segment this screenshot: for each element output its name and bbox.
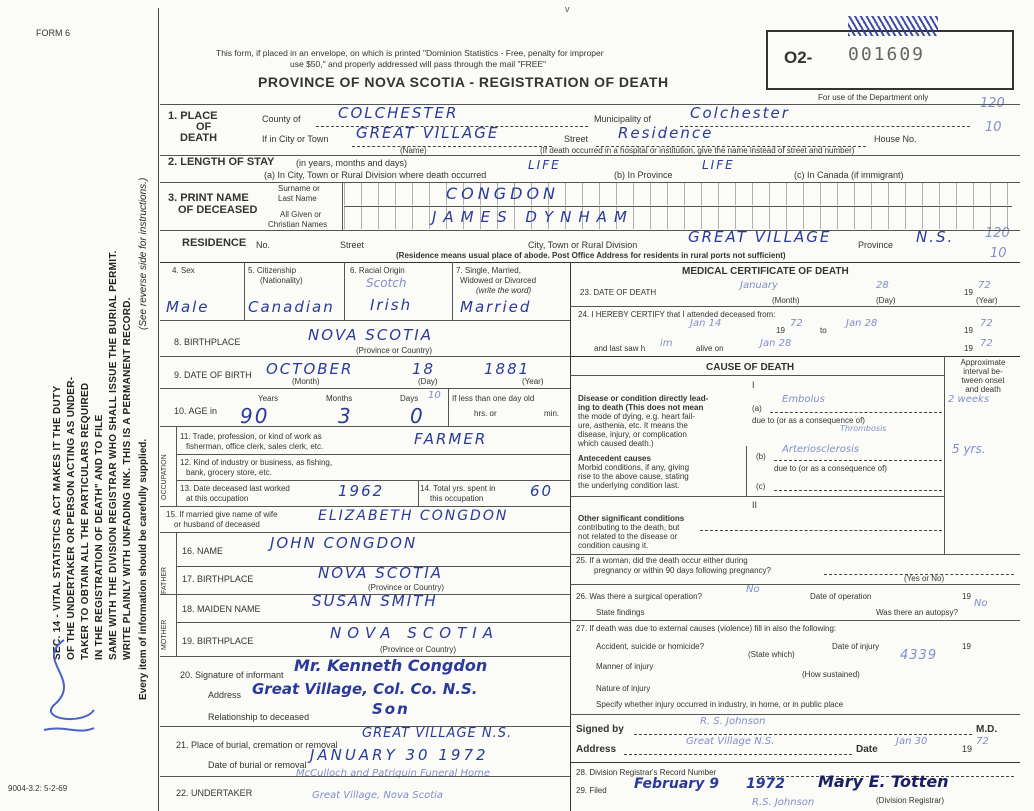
residence-province-label: Province: [858, 240, 894, 250]
occupation-side-label: OCCUPATION: [161, 454, 168, 500]
burial-place-label: 21. Place of burial, cremation or removal: [176, 740, 338, 750]
surname-grid: [344, 183, 1012, 205]
side-code-2: 10: [985, 120, 1002, 135]
interval-2: interval be-: [963, 367, 1003, 376]
residence-city-label: City, Town or Rural Division: [528, 240, 638, 250]
street-label: Street: [564, 134, 589, 144]
op-19: 19: [962, 592, 971, 601]
attend-from-19: 19: [776, 326, 785, 335]
residence-note: (Residence means usual place of abode. Post Office Address for residents in rural ports not sufficient): [396, 251, 786, 260]
last-worked-value: 1962: [338, 482, 385, 500]
rule-5: [160, 262, 1020, 263]
given-label-2: Christian Names: [268, 220, 328, 229]
mother-side-line: [176, 594, 177, 656]
cause-a-interval: 2 weeks: [948, 394, 990, 405]
filed-date: February 9: [634, 776, 719, 792]
death-date-label: 23. DATE OF DEATH: [580, 288, 657, 297]
other-label-3: not related to the disease or: [578, 532, 678, 541]
clerk-initial-mark: [24, 630, 104, 740]
occ-divider: [418, 480, 419, 506]
how-sustained-note: (How sustained): [802, 670, 860, 679]
total-years-label-2: this occupation: [430, 494, 484, 503]
last-worked-label-2: at this occupation: [186, 494, 249, 503]
cause-a-due-to: due to (or as a consequence of): [752, 416, 865, 425]
birthplace-label: 8. BIRTHPLACE: [174, 337, 241, 347]
name-divider: [342, 182, 343, 230]
stay-c-label: (c) In Canada (if immigrant): [794, 170, 904, 180]
cause-b-due-to: due to (or as a consequence of): [774, 464, 887, 473]
burial-date-value: JANUARY 30 1972: [310, 746, 489, 764]
state-which-note: (State which): [748, 650, 795, 659]
mother-maiden-value: SUSAN SMITH: [312, 592, 438, 610]
rule-sign: [570, 714, 1020, 715]
rule-12: [176, 454, 570, 455]
name-note: (Name): [400, 146, 427, 155]
dob-month-note: (Month): [292, 377, 320, 386]
dob-year: 1881: [484, 360, 531, 378]
address-line: [624, 754, 852, 755]
birthplace-value: NOVA SCOTIA: [308, 326, 433, 344]
citizenship-label: 5. Citizenship: [248, 266, 297, 275]
cause-b-value: Arteriosclerosis: [782, 444, 860, 455]
rule-cause-sub: [570, 375, 944, 376]
undertaker-label: 22. UNDERTAKER: [176, 788, 253, 798]
stay-a-label: (a) In City, Town or Rural Division where death occurred: [264, 170, 487, 180]
rule-cause: [570, 356, 1020, 357]
residence-province-value: N.S.: [916, 228, 955, 246]
cause-b-interval: 5 yrs.: [952, 442, 986, 456]
death-day: 28: [876, 280, 889, 291]
print-name-label-2: OF DECEASED: [178, 204, 258, 216]
sex-label: 4. Sex: [172, 266, 195, 275]
scribble-mark: [848, 16, 938, 36]
age-months-label: Months: [326, 394, 353, 403]
q25-label-1: 25. If a woman, did the death occur either during: [576, 556, 748, 565]
citizenship-note: (Nationality): [260, 276, 303, 285]
marital-label-3: (write the word): [476, 286, 532, 295]
father-name-value: JOHN CONGDON: [270, 534, 418, 552]
attend-to-19: 19: [964, 326, 973, 335]
signed-line: [634, 734, 972, 735]
form-title: PROVINCE OF NOVA SCOTIA - REGISTRATION OF DEATH: [258, 74, 669, 90]
trade-label-1: 11. Trade, profession, or kind of work as: [180, 432, 322, 441]
occ-side-line: [176, 426, 177, 506]
age-days-label: Days: [400, 394, 419, 403]
industry-label-1: 12. Kind of industry or business, as fishing,: [180, 458, 333, 467]
racial-value-2: Irish: [370, 296, 413, 314]
certify-label: 24. I HEREBY CERTIFY that I attended deceased from:: [578, 310, 776, 319]
rule-19: [176, 622, 570, 623]
name-midline: [344, 206, 1012, 207]
registration-box: [766, 30, 1014, 90]
other-line: [700, 530, 942, 531]
dob-month: OCTOBER: [266, 360, 354, 378]
death-year-prefix: 19: [964, 288, 973, 297]
attend-to-year: 72: [980, 318, 993, 329]
record-number-label: 28. Division Registrar's Record Number: [576, 768, 717, 777]
reg-prefix: O2-: [784, 48, 813, 67]
rule-13: [176, 480, 570, 481]
mother-birthplace-note: (Province or Country): [380, 645, 457, 654]
municipality-line: [680, 126, 970, 127]
rule-part2: [570, 496, 944, 497]
lt-day-hrs: hrs. or: [474, 409, 497, 418]
stay-label: 2. LENGTH OF STAY: [168, 156, 275, 168]
interval-divider: [944, 356, 945, 554]
dept-use-note: For use of the Department only: [818, 93, 929, 102]
doctor-date-label: Date: [856, 744, 878, 755]
county-label: County of: [262, 114, 301, 124]
residence-label: RESIDENCE: [182, 237, 247, 249]
death-year-note: (Year): [976, 296, 998, 305]
q25-line: [824, 574, 1014, 575]
father-birthplace-note: (Province or Country): [368, 583, 445, 592]
envelope-note-2: use $50," and properly addressed will pass through the mail "FREE": [290, 59, 547, 69]
cause-a-note: Thrombosis: [840, 424, 887, 433]
center-divider: [570, 262, 571, 811]
cause-title: CAUSE OF DEATH: [706, 362, 795, 373]
relationship-value: Son: [372, 700, 410, 718]
rule-9: [160, 356, 570, 357]
informant-address-label: Address: [208, 690, 242, 700]
medical-title: MEDICAL CERTIFICATE OF DEATH: [682, 266, 849, 277]
residence-city-value: GREAT VILLAGE: [688, 228, 832, 246]
trade-label-2: fisherman, office clerk, sales clerk, etc.: [186, 442, 324, 451]
burial-date-label: Date of burial or removal: [208, 760, 307, 770]
given-names-value: JAMES DYNHAM: [432, 208, 634, 226]
street-line: [596, 146, 866, 147]
industry-label-2: bank, grocery store, etc.: [186, 468, 272, 477]
top-mark: v: [565, 4, 570, 14]
cause-c-line: [774, 490, 942, 491]
lt-day-label: If less than one day old: [452, 394, 535, 403]
antecedent-label: Antecedent causes: [578, 454, 651, 463]
antecedent-3: the underlying condition last.: [578, 481, 680, 490]
cause-a-value: Embolus: [782, 394, 825, 405]
initials-note: R.S. Johnson: [752, 797, 815, 808]
rule-28: [570, 762, 1020, 763]
dob-label: 9. DATE OF BIRTH: [174, 370, 252, 380]
mother-birthplace-label: 19. BIRTHPLACE: [182, 636, 254, 646]
age-days-value: 0: [410, 404, 425, 428]
cause-b-line: [774, 460, 942, 461]
disease-label-4: ure, asthenia, etc. It means the: [578, 421, 688, 430]
burial-place-value: GREAT VILLAGE N.S.: [362, 726, 513, 741]
code-mark: 4339: [900, 648, 938, 663]
div-4-5: [244, 262, 245, 320]
total-years-label-1: 14. Total yrs. spent in: [420, 484, 496, 493]
registrar-signature: Mary E. Totten: [818, 772, 949, 791]
given-label-1: All Given or: [280, 210, 322, 219]
side-text-8: (See reverse side for instructions.): [138, 177, 149, 330]
rule-27: [570, 620, 1020, 621]
age-years-value: 90: [240, 404, 270, 428]
other-label-1: Other significant conditions: [578, 514, 685, 523]
cause-b-label: (b): [756, 452, 766, 461]
surname-label-1: Surname or: [278, 184, 320, 193]
div-5-6: [344, 262, 345, 320]
relationship-label: Relationship to deceased: [208, 712, 310, 722]
interval-4: and death: [965, 385, 1001, 394]
side-text-4: IN THE REGISTRATION OF DEATH" AND TO FILE: [94, 414, 105, 660]
stay-a-value: LIFE: [528, 158, 561, 172]
accident-label: Accident, suicide or homicide?: [596, 642, 705, 651]
hospital-note: (If death occurred in a hospital or institution, give the name instead of street and number): [540, 146, 855, 155]
interval-1: Approximate: [960, 358, 1006, 367]
city-line: [352, 146, 552, 147]
rule-4: [160, 230, 1020, 231]
city-label: If in City or Town: [262, 134, 329, 144]
undertaker-line-2: Great Village, Nova Scotia: [312, 790, 444, 801]
rule-15: [160, 506, 570, 507]
signed-by-label: Signed by: [576, 724, 624, 735]
cause-bracket: [746, 446, 747, 496]
informant-address: Great Village, Col. Co. N.S.: [252, 680, 478, 698]
autopsy-value: No: [974, 598, 988, 609]
total-years-value: 60: [530, 482, 554, 500]
side-text-3: TAKER TO OBTAIN ALL THE PARTICULARS REQUIRED: [80, 382, 91, 660]
father-side-line: [176, 532, 177, 602]
trade-value: FARMER: [414, 430, 488, 448]
side-code-4: 10: [990, 246, 1007, 261]
residence-no-label: No.: [256, 240, 271, 250]
dob-year-note: (Year): [522, 377, 544, 386]
form-number: FORM 6: [36, 28, 71, 38]
cause-a-line: [770, 412, 942, 413]
md-label: M.D.: [976, 724, 998, 735]
mother-maiden-label: 18. MAIDEN NAME: [182, 604, 261, 614]
q27-label: 27. If death was due to external causes (violence) fill in also the following:: [576, 624, 837, 633]
lt-day-min: min.: [544, 409, 560, 418]
racial-label: 6. Racial Origin: [350, 266, 405, 275]
mother-side-label: MOTHER: [161, 619, 168, 650]
surname-label-2: Last Name: [278, 194, 317, 203]
disease-label-6: which caused death.): [578, 439, 654, 448]
place-label-3: DEATH: [180, 132, 218, 144]
div-6-7: [452, 262, 453, 320]
racial-value-1: Scotch: [366, 276, 407, 290]
last-worked-label-1: 13. Date deceased last worked: [180, 484, 290, 493]
date-of-operation: Date of operation: [810, 592, 872, 601]
envelope-note-1: This form, if placed in an envelope, on which is printed "Dominion Statistics - Free, penalty for improper: [216, 48, 604, 58]
injury-19: 19: [962, 642, 971, 651]
rule-top: [160, 104, 1020, 105]
interval-3: tween onset: [961, 376, 1005, 385]
last-saw-19: 19: [964, 344, 973, 353]
left-margin-line: [158, 8, 159, 811]
rule-10: [160, 388, 570, 389]
side-text-7: Every item of information should be carefully supplied.: [138, 438, 149, 700]
state-findings: State findings: [596, 608, 645, 617]
alive-on-label: alive on: [696, 344, 724, 353]
age-months-value: 3: [338, 404, 353, 428]
stay-b-value: LIFE: [702, 158, 735, 172]
surname-value: CONGDON: [446, 184, 560, 203]
place-label-2: OF: [196, 121, 212, 133]
side-text-6: WRITE PLAINLY WITH UNFADING INK. THIS IS A PERMANENT RECORD.: [122, 297, 133, 660]
attend-to-date: Jan 28: [846, 318, 878, 329]
disease-label-5: disease, injury, or complication: [578, 430, 687, 439]
last-saw-year: 72: [980, 338, 993, 349]
side-text-1: SEC. 14 - VITAL STATISTICS ACT MAKES IT THE DUTY: [52, 385, 63, 660]
rule-26: [570, 584, 1020, 585]
mother-birthplace-value: NOVA SCOTIA: [330, 624, 499, 642]
rule-16: [160, 532, 570, 533]
stay-label-note: (in years, months and days): [296, 158, 408, 168]
father-birthplace-value: NOVA SCOTIA: [318, 564, 443, 582]
age-label: 10. AGE in: [174, 406, 218, 416]
citizenship-value: Canadian: [248, 298, 335, 316]
county-value: COLCHESTER: [338, 104, 459, 122]
cause-a-label: (a): [752, 404, 762, 413]
age-years-label: Years: [258, 394, 279, 403]
filed-year: 1972: [746, 776, 785, 792]
attend-from-year: 72: [790, 318, 803, 329]
part-one: I: [752, 380, 755, 390]
rule-25: [570, 554, 1020, 555]
dob-day: 18: [412, 360, 436, 378]
city-value: GREAT VILLAGE: [356, 124, 500, 142]
spouse-value: ELIZABETH CONGDON: [318, 508, 509, 524]
rule-11: [160, 426, 570, 427]
rule-24: [570, 306, 1020, 307]
marital-label-2: Widowed or Divorced: [460, 276, 537, 285]
municipality-value: Colchester: [690, 104, 790, 122]
doctor-date-19: 19: [962, 744, 973, 754]
marital-value: Married: [460, 298, 532, 316]
signed-by-value: R. S. Johnson: [700, 716, 766, 727]
marital-label-1: 7. Single, Married,: [456, 266, 521, 275]
informant-signature: Mr. Kenneth Congdon: [294, 656, 488, 675]
father-side-label: FATHER: [161, 566, 168, 594]
house-label: House No.: [874, 134, 917, 144]
side-code-1: 120: [980, 96, 1005, 111]
yes-no-note: (Yes or No): [904, 574, 945, 583]
county-line: [316, 126, 588, 127]
disease-label-3: the mode of dying, e.g. heart fail-: [578, 412, 695, 421]
informant-signature-label: 20. Signature of informant: [180, 670, 284, 680]
death-day-note: (Day): [876, 296, 896, 305]
doctor-address-value: Great Village N.S.: [686, 736, 775, 747]
last-saw-label: and last saw h: [594, 344, 646, 353]
spouse-label-2: or husband of deceased: [174, 520, 260, 529]
doctor-date-value: Jan 30: [896, 736, 928, 747]
registration-number: 001609: [848, 44, 926, 65]
part-two: II: [752, 500, 758, 510]
registrar-note: (Division Registrar): [876, 796, 945, 805]
stay-b-label: (b) In Province: [614, 170, 673, 180]
death-month-note: (Month): [772, 296, 800, 305]
q26-value: No: [746, 584, 760, 595]
attend-from-date: Jan 14: [690, 318, 722, 329]
birthplace-note: (Province or Country): [356, 346, 433, 355]
nature-label: Nature of injury: [596, 684, 651, 693]
doctor-address-label: Address: [576, 744, 617, 755]
side-code-3: 120: [985, 226, 1010, 241]
rule-2: [160, 155, 1020, 156]
attend-to-label: to: [820, 326, 827, 335]
specify-label: Specify whether injury occurred in industry, in home, or in public place: [596, 700, 844, 709]
sex-value: Male: [166, 298, 210, 316]
dob-day-note: (Day): [418, 377, 438, 386]
disease-label-1: Disease or condition directly lead-: [578, 394, 709, 403]
manner-label: Manner of injury: [596, 662, 654, 671]
father-name-label: 16. NAME: [182, 546, 224, 556]
disease-label-2: ing to death (This does not mean: [578, 403, 704, 412]
cause-c-label: (c): [756, 482, 766, 491]
residence-street-label: Street: [340, 240, 365, 250]
rule-8: [160, 320, 570, 321]
print-name-label-1: 3. PRINT NAME: [168, 192, 249, 204]
rule-22: [160, 776, 570, 777]
side-text-2: OF THE UNDERTAKER OR PERSON ACTING AS UNDER-: [66, 376, 77, 660]
other-label-4: condition causing it.: [578, 541, 649, 550]
spouse-label-1: 15. If married give name of wife: [166, 510, 278, 519]
street-value: Residence: [618, 124, 714, 142]
last-saw-mid: im: [660, 338, 673, 349]
father-birthplace-label: 17. BIRTHPLACE: [182, 574, 254, 584]
filed-label: 29. Filed: [576, 786, 607, 795]
side-text-5: SAME WITH THE DIVISION REGISTRAR WHO SHALL ISSUE THE BURIAL PERMIT.: [108, 250, 119, 660]
last-saw-date: Jan 28: [760, 338, 792, 349]
age-days-small: 10: [428, 390, 441, 401]
death-month: January: [740, 280, 778, 291]
autopsy-label: Was there an autopsy?: [876, 608, 958, 617]
municipality-label: Municipality of: [594, 114, 652, 124]
age-divider: [448, 388, 449, 426]
q26-label: 26. Was there a surgical operation?: [576, 592, 702, 601]
doctor-date-year: 72: [976, 736, 989, 747]
death-year: 72: [978, 280, 991, 291]
undertaker-line-1: McCulloch and Patriquin Funeral Home: [296, 768, 490, 779]
antecedent-1: Morbid conditions, if any, giving: [578, 463, 690, 472]
other-label-2: contributing to the death, but: [578, 523, 680, 532]
q25-label-2: pregnancy or within 90 days following pregnancy?: [594, 566, 771, 575]
footer-code: 9004-3.2: 5-2-69: [8, 784, 68, 793]
date-of-injury: Date of injury: [832, 642, 880, 651]
antecedent-2: rise to the above cause, stating: [578, 472, 689, 481]
place-label-1: 1. PLACE: [168, 110, 218, 122]
